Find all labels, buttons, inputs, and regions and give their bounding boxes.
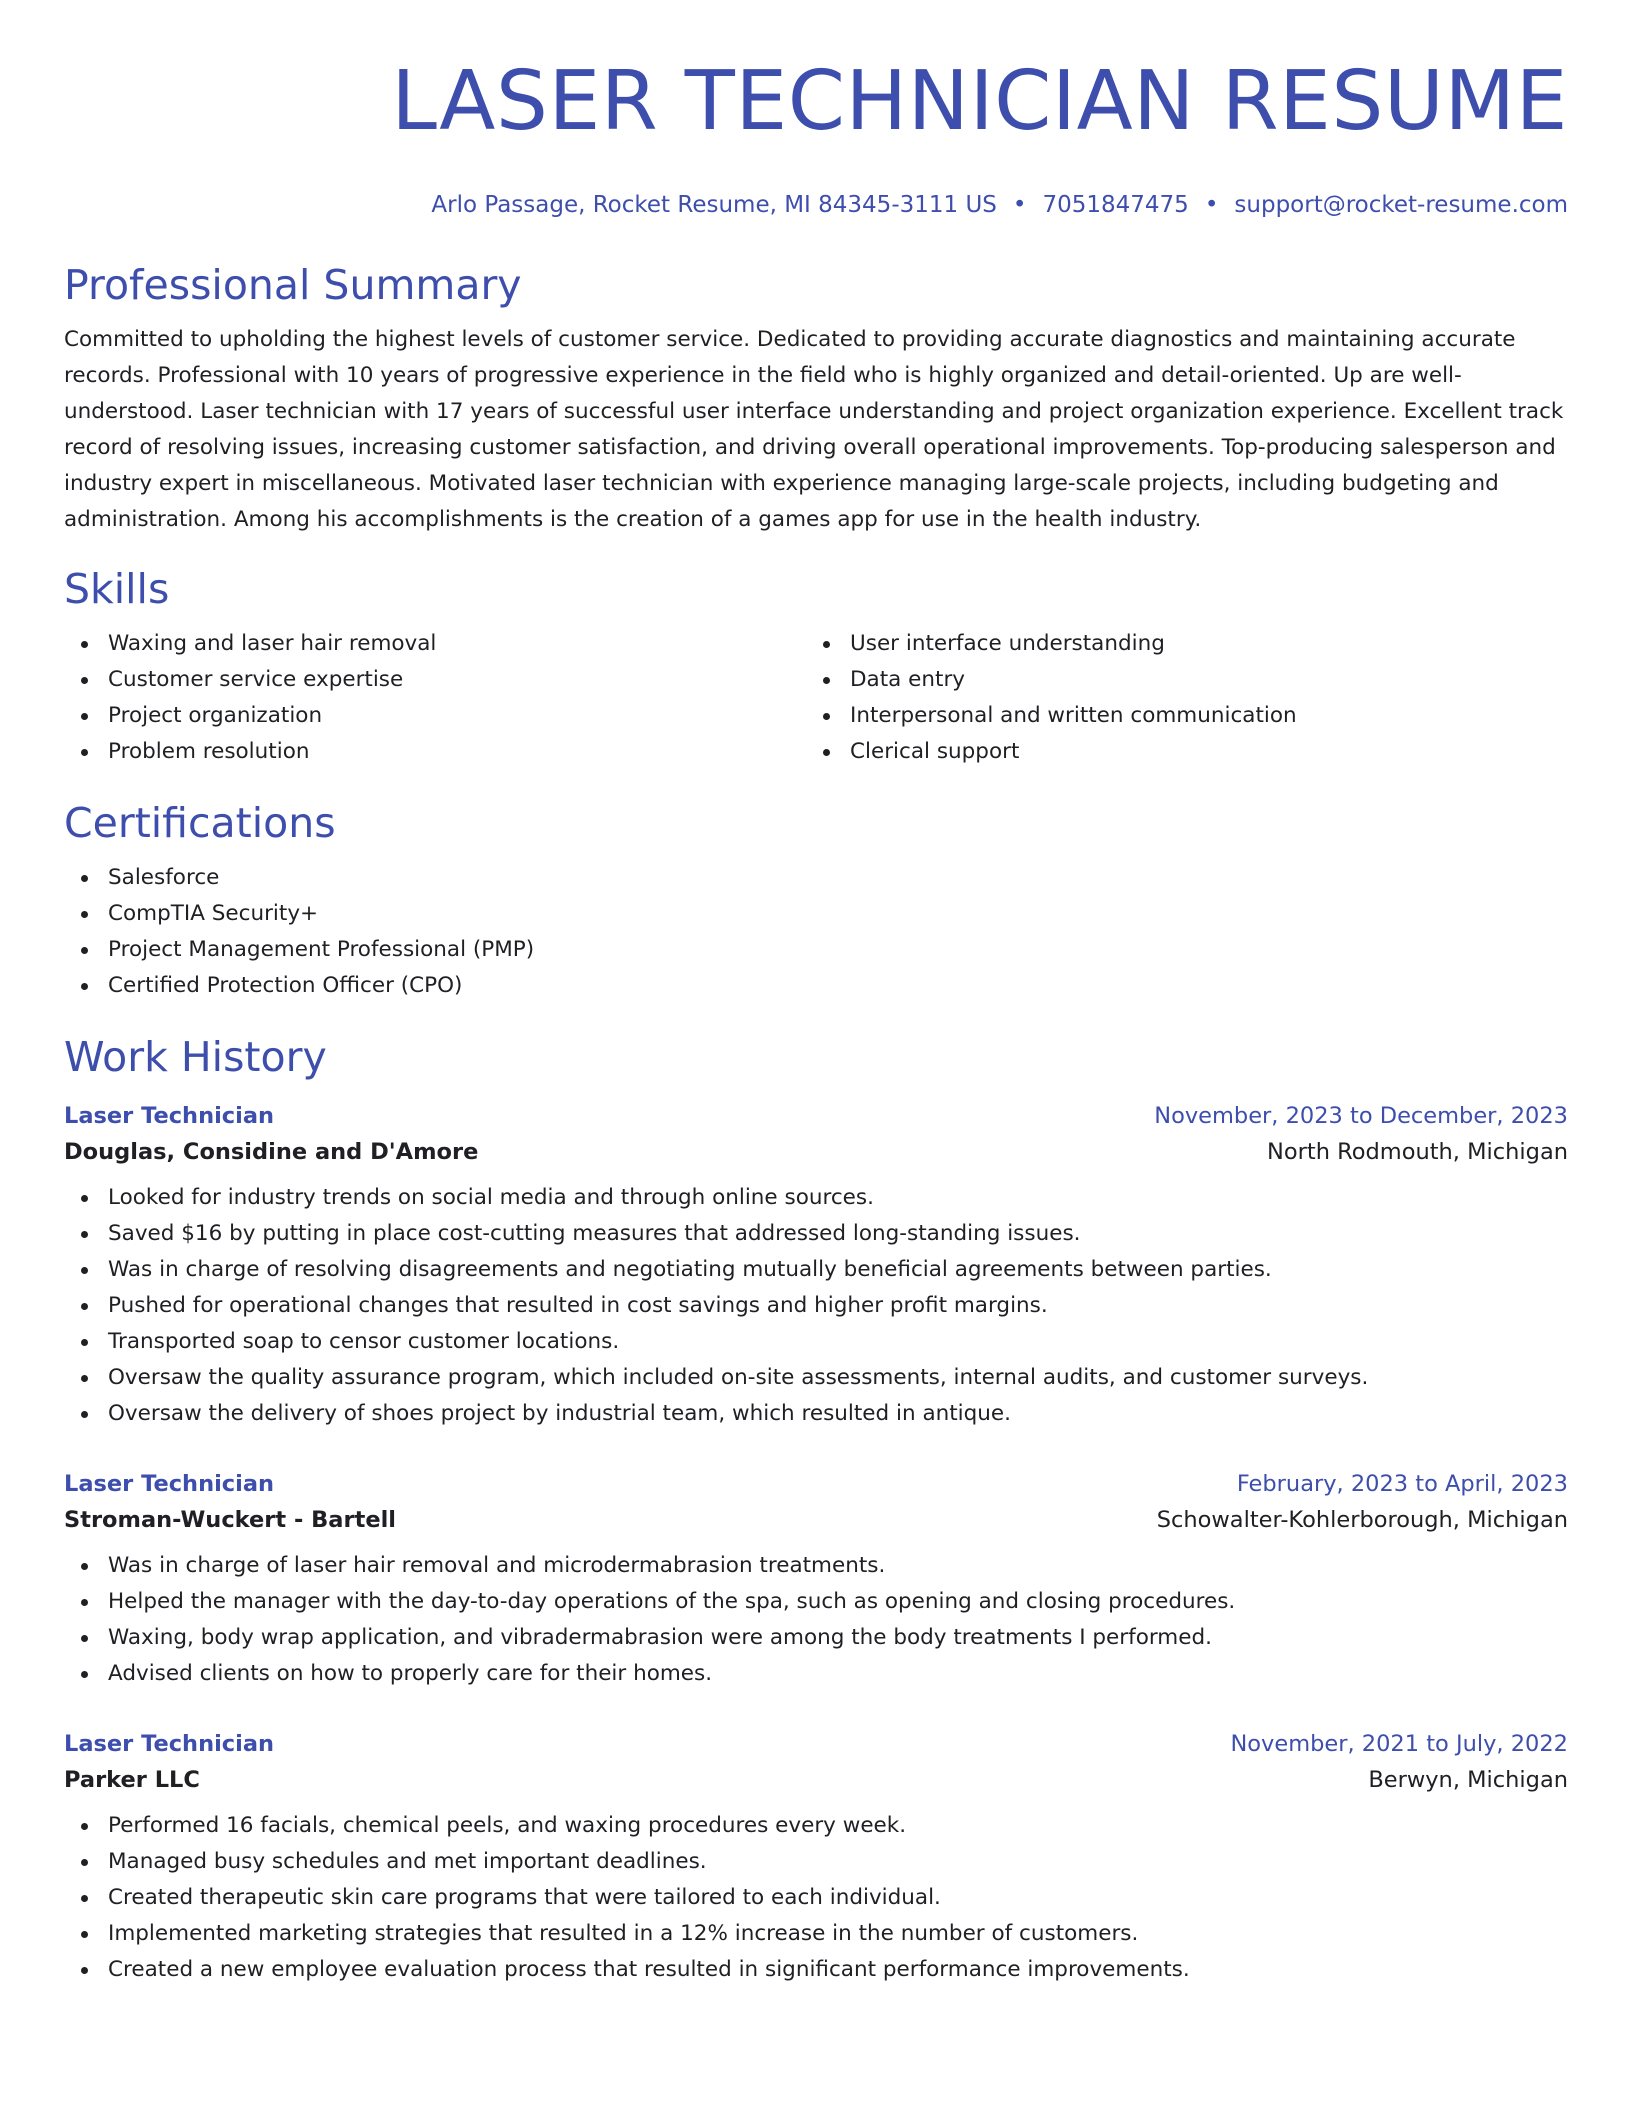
job-duty: Created therapeutic skin care programs that were tailored to each individual.	[64, 1880, 1568, 1916]
certification-item: CompTIA Security+	[64, 896, 1568, 932]
job-entry	[64, 1466, 1568, 1692]
job-duty: Was in charge of resolving disagreements and negotiating mutually beneficial agreements between parties.	[64, 1252, 1568, 1288]
skill-item: Customer service expertise	[64, 662, 806, 698]
job-header-row	[64, 1466, 1568, 1502]
section-title-work-history: Work History	[64, 1033, 327, 1081]
skill-item: Data entry	[806, 662, 1548, 698]
job-dates: November, 2023 to December, 2023	[1154, 1103, 1568, 1129]
section-title-summary: Professional Summary	[64, 261, 522, 309]
job-location: Schowalter-Kohlerborough, Michigan	[1156, 1507, 1568, 1533]
job-dates: February, 2023 to April, 2023	[1236, 1471, 1568, 1497]
skills-list-right	[806, 626, 1548, 770]
job-duty: Oversaw the quality assurance program, which included on-site assessments, internal audits, and customer surveys.	[64, 1360, 1568, 1396]
job-duty: Performed 16 facials, chemical peels, and waxing procedures every week.	[64, 1808, 1568, 1844]
certification-item: Project Management Professional (PMP)	[64, 932, 1568, 968]
skill-item: User interface understanding	[806, 626, 1548, 662]
job-duty: Saved $16 by putting in place cost-cutting measures that addressed long-standing issues.	[64, 1216, 1568, 1252]
job-duty: Transported soap to censor customer locations.	[64, 1324, 1568, 1360]
skill-item: Clerical support	[806, 734, 1548, 770]
skills-column-right	[806, 626, 1548, 770]
job-company-row	[64, 1502, 1568, 1538]
job-company-row	[64, 1134, 1568, 1170]
job-title: Laser Technician	[64, 1471, 275, 1497]
skill-item: Interpersonal and written communication	[806, 698, 1548, 734]
job-duty: Advised clients on how to properly care for their homes.	[64, 1656, 1568, 1692]
skills-list-left	[64, 626, 806, 770]
section-title-certifications: Certifications	[64, 799, 336, 847]
contact-separator: •	[1012, 192, 1027, 218]
certifications-list	[64, 860, 1568, 1004]
job-duties-list	[64, 1180, 1568, 1432]
certification-item: Salesforce	[64, 860, 1568, 896]
skill-item: Project organization	[64, 698, 806, 734]
job-title: Laser Technician	[64, 1731, 275, 1757]
job-title: Laser Technician	[64, 1103, 275, 1129]
job-company: Parker LLC	[64, 1767, 200, 1793]
job-duty: Created a new employee evaluation process that resulted in significant performance improvements.	[64, 1952, 1568, 1988]
job-duty: Implemented marketing strategies that resulted in a 12% increase in the number of customers.	[64, 1916, 1568, 1952]
skills-grid	[64, 626, 1568, 770]
job-duty: Waxing, body wrap application, and vibradermabrasion were among the body treatments I performed.	[64, 1620, 1568, 1656]
job-company: Douglas, Considine and D'Amore	[64, 1139, 479, 1165]
job-duty: Pushed for operational changes that resulted in cost savings and higher profit margins.	[64, 1288, 1568, 1324]
job-duties-list	[64, 1548, 1568, 1692]
job-duty: Looked for industry trends on social media and through online sources.	[64, 1180, 1568, 1216]
certification-item: Certified Protection Officer (CPO)	[64, 968, 1568, 1004]
job-duty: Was in charge of laser hair removal and microdermabrasion treatments.	[64, 1548, 1568, 1584]
skill-item: Waxing and laser hair removal	[64, 626, 806, 662]
job-company: Stroman-Wuckert - Bartell	[64, 1507, 397, 1533]
job-header-row	[64, 1726, 1568, 1762]
skill-item: Problem resolution	[64, 734, 806, 770]
contact-line	[64, 190, 1568, 220]
job-duty: Helped the manager with the day-to-day operations of the spa, such as opening and closing procedures.	[64, 1584, 1568, 1620]
job-dates: November, 2021 to July, 2022	[1230, 1731, 1568, 1757]
skills-column-left	[64, 626, 806, 770]
contact-address: Arlo Passage, Rocket Resume, MI 84345-3111 US	[431, 192, 997, 218]
job-company-row	[64, 1762, 1568, 1798]
job-location: Berwyn, Michigan	[1368, 1767, 1568, 1793]
job-duties-list	[64, 1808, 1568, 1988]
contact-email[interactable]: support@rocket-resume.com	[1234, 192, 1568, 218]
job-location: North Rodmouth, Michigan	[1267, 1139, 1568, 1165]
job-header-row	[64, 1098, 1568, 1134]
job-duty: Oversaw the delivery of shoes project by industrial team, which resulted in antique.	[64, 1396, 1568, 1432]
page-title: LASER TECHNICIAN RESUME	[391, 54, 1568, 149]
section-title-skills: Skills	[64, 565, 170, 613]
job-entry	[64, 1726, 1568, 1988]
job-duty: Managed busy schedules and met important deadlines.	[64, 1844, 1568, 1880]
contact-separator: •	[1204, 192, 1219, 218]
summary-text: Committed to upholding the highest levels of customer service. Dedicated to providing accurate diagnostics and maintaining accurate records. Professional with 10 years of progressive experience in the field who is highly organized and detail-oriented. Up are well-understood. Laser technician with 17 years of successful user interface understanding and project organization experience. Excellent track record of resolving issues, increasing customer satisfaction, and driving overall operational improvements. Top-producing salesperson and industry expert in miscellaneous. Motivated laser technician with experience managing large-scale projects, including budgeting and administration. Among his accomplishments is the creation of a games app for use in the health industry.	[64, 327, 1564, 532]
job-entry	[64, 1098, 1568, 1432]
resume-page	[64, 0, 1568, 2112]
contact-phone[interactable]: 7051847475	[1042, 192, 1189, 218]
